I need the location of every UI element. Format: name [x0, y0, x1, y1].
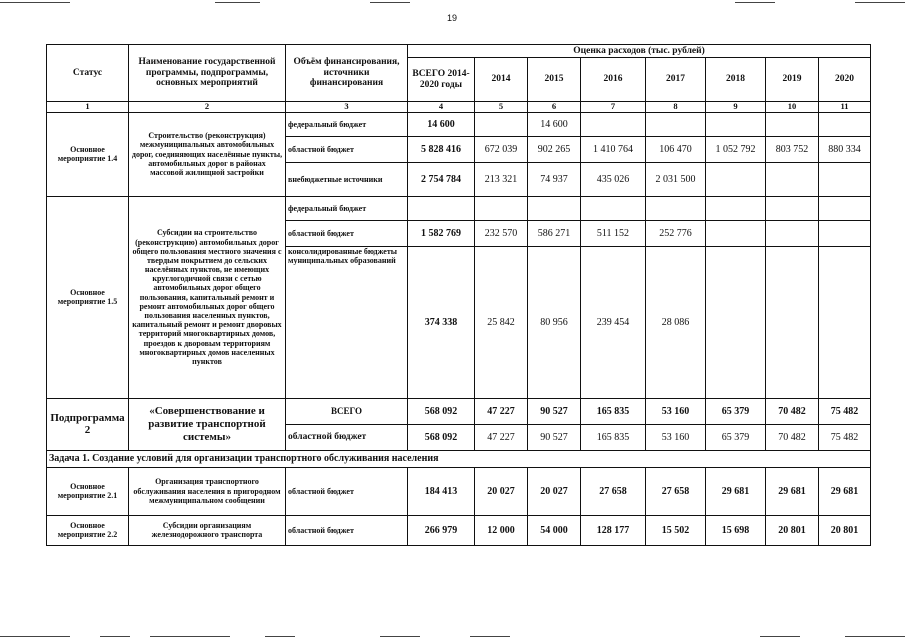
value-cell: 266 979: [408, 515, 475, 545]
value-cell: 15 698: [706, 515, 766, 545]
value-cell: 27 658: [646, 467, 706, 515]
value-cell: 90 527: [528, 424, 581, 450]
bottom-edge-line: [845, 636, 905, 637]
table-row: [47, 515, 871, 545]
value-cell: [819, 162, 871, 196]
value-cell: 65 379: [706, 424, 766, 450]
value-cell: [646, 196, 706, 220]
col-number: 4: [408, 102, 475, 113]
header-year: 2015: [528, 58, 581, 102]
col-number: 6: [528, 102, 581, 113]
header-volume: Объём финансирования, источники финансирования: [286, 45, 408, 102]
col-number: 8: [646, 102, 706, 113]
value-cell: 54 000: [528, 515, 581, 545]
header-name: Наименование государственной программы, подпрограммы, основных мероприятий: [129, 45, 286, 102]
row-status: Основное мероприятие 1.4: [47, 112, 129, 196]
top-edge-line: [0, 2, 70, 3]
value-cell: 29 681: [766, 467, 819, 515]
value-cell: [819, 246, 871, 398]
value-cell: 65 379: [706, 398, 766, 424]
value-cell: 29 681: [706, 467, 766, 515]
value-cell: 20 801: [819, 515, 871, 545]
row-name: Строительство (реконструкция) межмуниципальных автомобильных дорог, соединяющих населённые пункты, автомобильных дорог в районах массовой жилищной застройки: [129, 112, 286, 196]
value-cell: 80 956: [528, 246, 581, 398]
value-cell: 213 321: [475, 162, 528, 196]
value-cell: 20 027: [475, 467, 528, 515]
top-edge-line: [855, 2, 905, 3]
value-cell: 568 092: [408, 424, 475, 450]
value-cell: 70 482: [766, 398, 819, 424]
header-year: 2017: [646, 58, 706, 102]
value-cell: 15 502: [646, 515, 706, 545]
row-status: Основное мероприятие 1.5: [47, 196, 129, 398]
bottom-edge-line: [760, 636, 800, 637]
bottom-edge-line: [100, 636, 130, 637]
source-cell: федеральный бюджет: [286, 112, 408, 136]
value-cell: [819, 220, 871, 246]
source-cell: областной бюджет: [286, 220, 408, 246]
value-cell: [475, 112, 528, 136]
value-cell: 672 039: [475, 136, 528, 162]
value-cell: 374 338: [408, 246, 475, 398]
value-cell: [706, 112, 766, 136]
col-number: 7: [581, 102, 646, 113]
value-cell: [766, 246, 819, 398]
value-cell: 568 092: [408, 398, 475, 424]
table-row: [47, 450, 871, 467]
value-cell: 435 026: [581, 162, 646, 196]
table-row: [47, 112, 871, 136]
col-number: 5: [475, 102, 528, 113]
value-cell: 5 828 416: [408, 136, 475, 162]
row-status: Подпрограмма 2: [47, 398, 129, 450]
col-number: 11: [819, 102, 871, 113]
value-cell: 29 681: [819, 467, 871, 515]
value-cell: 106 470: [646, 136, 706, 162]
value-cell: [706, 246, 766, 398]
value-cell: 2 754 784: [408, 162, 475, 196]
col-number: 10: [766, 102, 819, 113]
value-cell: 12 000: [475, 515, 528, 545]
source-cell: областной бюджет: [286, 424, 408, 450]
col-number: 9: [706, 102, 766, 113]
value-cell: 75 482: [819, 424, 871, 450]
source-cell: ВСЕГО: [286, 398, 408, 424]
header-year: 2018: [706, 58, 766, 102]
value-cell: 803 752: [766, 136, 819, 162]
source-cell: областной бюджет: [286, 467, 408, 515]
header-total: ВСЕГО 2014-2020 годы: [408, 58, 475, 102]
value-cell: 165 835: [581, 398, 646, 424]
value-cell: [706, 220, 766, 246]
row-name: Субсидии на строительство (реконструкцию) автомобильных дорог общего пользования местного значения с твердым покрытием до сельских населённых пунктов, не имеющих круглогодичной связи с сетью автомобильных дорог общего пользования, капитальный ремонт и ремонт автомобильных дорог общего пользования населенных пунктов, капитальный ремонт и ремонт дворовых территорий многоквартирных домов, проездов к дворовым территориям многоквартирных домов населенных пунктов: [129, 196, 286, 398]
value-cell: [766, 220, 819, 246]
value-cell: 1 052 792: [706, 136, 766, 162]
value-cell: [581, 112, 646, 136]
table-row: [47, 467, 871, 515]
row-status: Основное мероприятие 2.1: [47, 467, 129, 515]
value-cell: 25 842: [475, 246, 528, 398]
table-row: [47, 196, 871, 220]
value-cell: 232 570: [475, 220, 528, 246]
value-cell: 53 160: [646, 424, 706, 450]
bottom-edge-line: [265, 636, 295, 637]
top-edge-line: [215, 2, 260, 3]
bottom-edge-line: [470, 636, 510, 637]
value-cell: [706, 196, 766, 220]
value-cell: 20 801: [766, 515, 819, 545]
bottom-edge-line: [380, 636, 420, 637]
col-number: 1: [47, 102, 129, 113]
financing-table: [46, 44, 871, 546]
value-cell: [475, 196, 528, 220]
value-cell: 28 086: [646, 246, 706, 398]
col-number: 2: [129, 102, 286, 113]
value-cell: 586 271: [528, 220, 581, 246]
value-cell: 14 600: [408, 112, 475, 136]
value-cell: 165 835: [581, 424, 646, 450]
source-cell: внебюджетные источники: [286, 162, 408, 196]
value-cell: 2 031 500: [646, 162, 706, 196]
value-cell: 74 937: [528, 162, 581, 196]
value-cell: 20 027: [528, 467, 581, 515]
value-cell: 1 582 769: [408, 220, 475, 246]
table-row: [47, 398, 871, 424]
source-cell: федеральный бюджет: [286, 196, 408, 220]
row-name: «Совершенствование и развитие транспортной системы»: [129, 398, 286, 450]
row-name: Организация транспортного обслуживания населения в пригородном межмуниципальном сообщении: [129, 467, 286, 515]
value-cell: 128 177: [581, 515, 646, 545]
value-cell: 53 160: [646, 398, 706, 424]
value-cell: [528, 196, 581, 220]
bottom-edge-line: [150, 636, 230, 637]
header-year: 2014: [475, 58, 528, 102]
value-cell: [646, 112, 706, 136]
value-cell: 184 413: [408, 467, 475, 515]
value-cell: [766, 162, 819, 196]
task-heading: Задача 1. Создание условий для организации транспортного обслуживания населения: [47, 450, 871, 467]
source-cell: областной бюджет: [286, 515, 408, 545]
top-edge-line: [370, 2, 410, 3]
value-cell: 902 265: [528, 136, 581, 162]
value-cell: 14 600: [528, 112, 581, 136]
row-name: Субсидии организациям железнодорожного транспорта: [129, 515, 286, 545]
value-cell: 239 454: [581, 246, 646, 398]
value-cell: 90 527: [528, 398, 581, 424]
source-cell: консолидированные бюджеты муниципальных образований: [286, 246, 408, 398]
value-cell: 511 152: [581, 220, 646, 246]
top-edge-line: [735, 2, 775, 3]
header-year: 2020: [819, 58, 871, 102]
value-cell: [766, 196, 819, 220]
value-cell: 27 658: [581, 467, 646, 515]
header-year: 2019: [766, 58, 819, 102]
value-cell: 1 410 764: [581, 136, 646, 162]
value-cell: [819, 196, 871, 220]
header-estimate: Оценка расходов (тыс. рублей): [408, 45, 871, 58]
header-status: Статус: [47, 45, 129, 102]
value-cell: 880 334: [819, 136, 871, 162]
value-cell: 75 482: [819, 398, 871, 424]
col-number: 3: [286, 102, 408, 113]
value-cell: 252 776: [646, 220, 706, 246]
value-cell: [408, 196, 475, 220]
value-cell: [706, 162, 766, 196]
value-cell: [581, 196, 646, 220]
value-cell: 47 227: [475, 424, 528, 450]
value-cell: [819, 112, 871, 136]
header-year: 2016: [581, 58, 646, 102]
page-number: 19: [446, 13, 457, 23]
bottom-edge-line: [0, 636, 70, 637]
row-status: Основное мероприятие 2.2: [47, 515, 129, 545]
value-cell: 47 227: [475, 398, 528, 424]
value-cell: 70 482: [766, 424, 819, 450]
source-cell: областной бюджет: [286, 136, 408, 162]
value-cell: [766, 112, 819, 136]
